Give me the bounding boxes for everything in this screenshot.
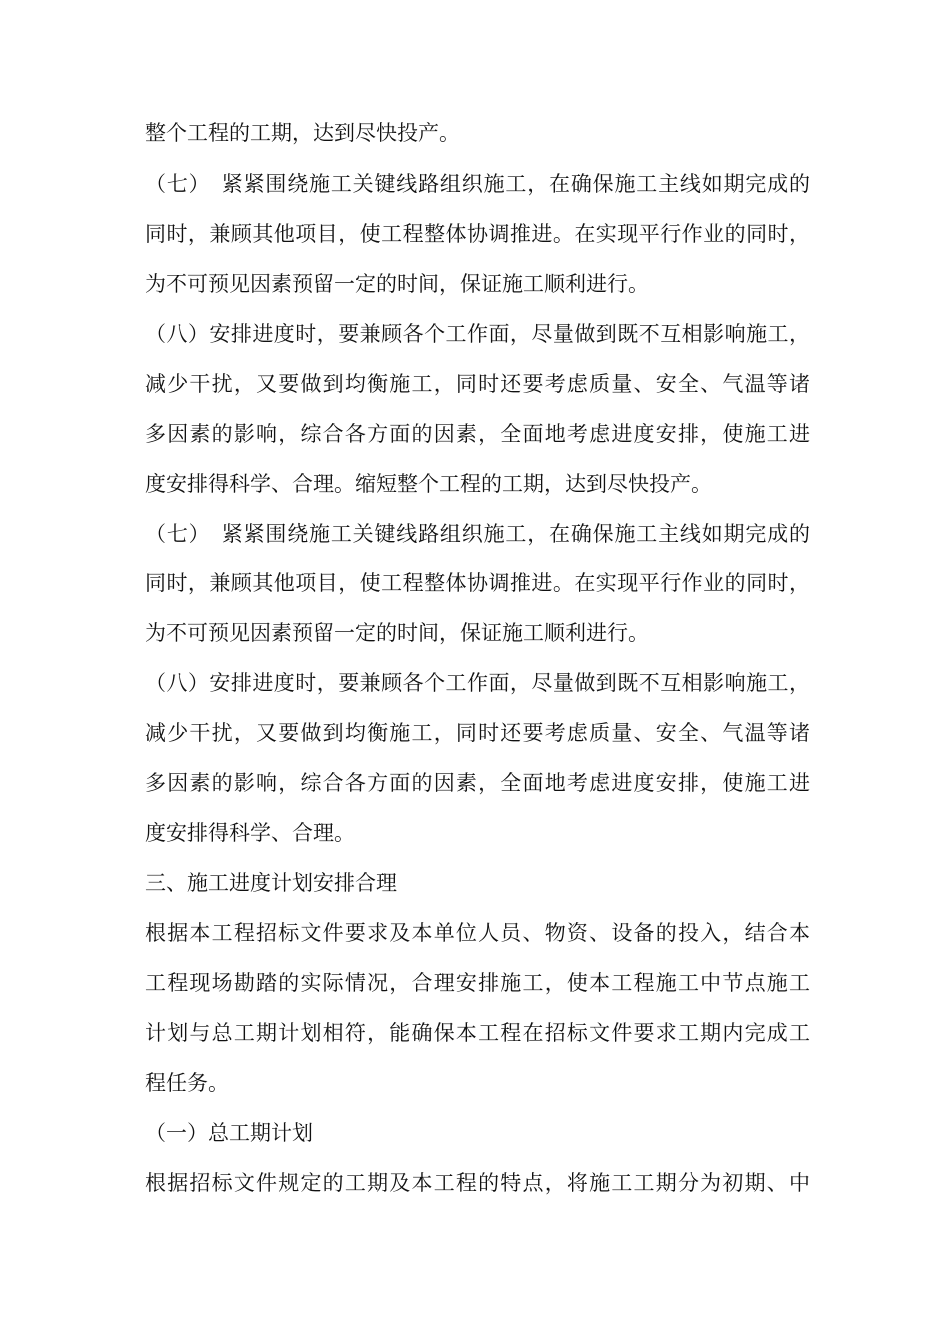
text-line: （八）安排进度时，要兼顾各个工作面，尽量做到既不互相影响施工， xyxy=(145,322,810,346)
section-heading: 三、施工进度计划安排合理 xyxy=(145,871,397,895)
text-line: 多因素的影响，综合各方面的因素，全面地考虑进度安排，使施工进 xyxy=(145,422,810,446)
text-line: 计划与总工期计划相符，能确保本工程在招标文件要求工期内完成工 xyxy=(145,1021,810,1045)
subsection-heading: （一）总工期计划 xyxy=(145,1121,313,1145)
text-line: 多因素的影响，综合各方面的因素，全面地考虑进度安排，使施工进 xyxy=(145,771,810,795)
text-line: 度安排得科学、合理。缩短整个工程的工期，达到尽快投产。 xyxy=(145,472,712,496)
text-line: （七） 紧紧围绕施工关键线路组织施工，在确保施工主线如期完成的 xyxy=(145,172,810,196)
text-line: 减少干扰，又要做到均衡施工，同时还要考虑质量、安全、气温等诸 xyxy=(145,721,810,745)
text-line: 根据招标文件规定的工期及本工程的特点，将施工工期分为初期、中 xyxy=(145,1171,810,1195)
text-line: （七） 紧紧围绕施工关键线路组织施工，在确保施工主线如期完成的 xyxy=(145,522,810,546)
text-line: （八）安排进度时，要兼顾各个工作面，尽量做到既不互相影响施工， xyxy=(145,671,810,695)
text-line: 程任务。 xyxy=(145,1071,229,1095)
text-line: 整个工程的工期，达到尽快投产。 xyxy=(145,121,460,145)
text-line: 根据本工程招标文件要求及本单位人员、物资、设备的投入，结合本 xyxy=(145,921,810,945)
text-line: 度安排得科学、合理。 xyxy=(145,821,355,845)
text-line: 同时，兼顾其他项目，使工程整体协调推进。在实现平行作业的同时， xyxy=(145,571,810,595)
text-line: 同时，兼顾其他项目，使工程整体协调推进。在实现平行作业的同时， xyxy=(145,222,810,246)
text-line: 为不可预见因素预留一定的时间，保证施工顺利进行。 xyxy=(145,272,649,296)
text-line: 减少干扰，又要做到均衡施工，同时还要考虑质量、安全、气温等诸 xyxy=(145,372,810,396)
text-line: 工程现场勘踏的实际情况，合理安排施工，使本工程施工中节点施工 xyxy=(145,971,810,995)
text-line: 为不可预见因素预留一定的时间，保证施工顺利进行。 xyxy=(145,621,649,645)
